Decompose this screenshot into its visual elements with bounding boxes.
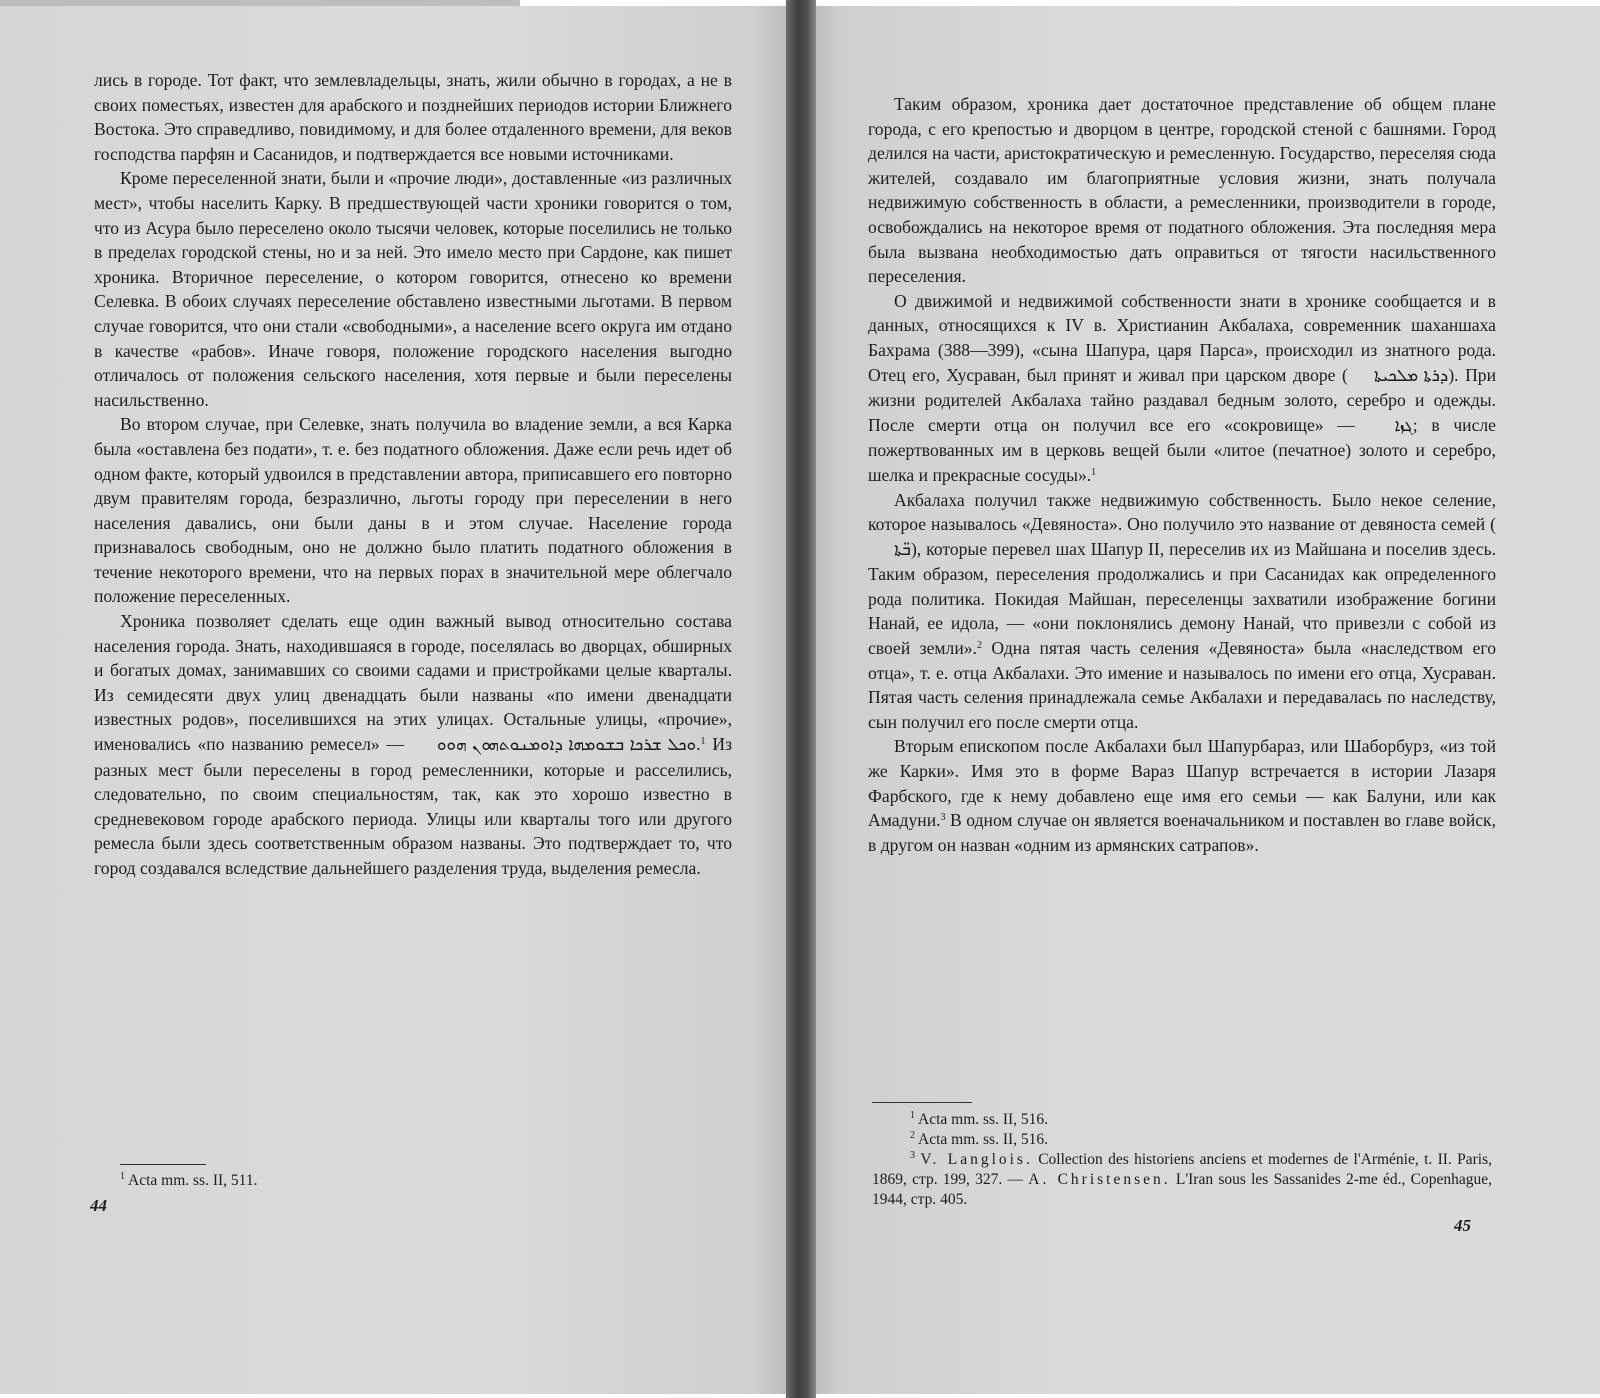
right-paragraph-4-part-b: В одном случае он является военачальником и поставлен во главе войск, в другом он назван «одним из армянских сатрапов». [868,810,1496,855]
page-number-left: 44 [90,1196,107,1215]
book-gutter [786,0,816,1398]
right-paragraph-4-part-a: Вторым епископом после Акбалахи был Шапурбараз, или Шаборбурз, «из той же Карки». Имя это в форме Вараз Шапур встречается в истории Лазаря Фарбского, где к нему добавлено еще имя его семьи — как Балуни, или как Амадуни. [868,736,1496,831]
footnote-text: Acta mm. ss. II, 516. [918,1131,1049,1148]
footnote [872,1150,1492,1210]
right-page [816,6,1600,1394]
right-paragraph-2-part-b: ). При жизни родителей Акбалаха тайно раздавал бедным золото, серебро и одежды. После смерти отца он получил все его «сокровище» — [868,364,1496,435]
footnote-ref-1[interactable]: 1 [700,736,706,748]
footnote-text: L'Iran sous les Sassanides 2-me éd., Copenhague, 1944, стр. 405. [872,1171,1493,1208]
right-paragraph-1: Таким образом, хроника дает достаточное представление об общем плане города, с его крепостью и дворцом в центре, городской стеной с башнями. Город делился на части, аристократическую и ремесленную. Государство, переселяя сюда жителей, создавало им благоприятные условия жизни, знать получала недвижимую собственность в области, а ремесленники, производители в городе, освобождались на некоторое время от податного обложения. Эта последняя мера была вызвана необходимостью дать оправиться от тягости насильственного переселения. [868,94,1496,287]
left-page [0,6,786,1394]
footnote-author: A. Christensen. [1028,1171,1171,1188]
left-paragraph-2: Кроме переселенной знати, были и «прочие люди», доставленные «из различных мест», чтобы населить Карку. В предшествующей части хроники говорится о том, что из Асура было переселено около тысячи человек, которые поселились не только в пределах городской стены, но и за ней. Это имело место при Сардоне, как пишет хроника. Вторичное переселение, о котором говорится, отнесено ко времени Селевка. В обоих случаях переселение обставлено известными льготами. В первом случае говорится, что они стали «свободными», а население всего округа им отдано в качестве «рабов». Иначе говоря, положение городского населения выгодно отличалось от положения сельского населения, хотя первые и были переселены насильственно. [94,168,732,410]
footnote-author: V. Langlois. [920,1151,1033,1168]
left-paragraph-1: лись в городе. Тот факт, что землевладельцы, знать, жили обычно в городах, а не в своих поместьях, известен для арабского и позднейших периодов истории Ближнего Востока. Это справедливо, повидимому, и для более отдаленного времени, для веков господства парфян и Сасанидов, и подтверждается все новыми источниками. [94,70,732,164]
footnote [872,1130,1492,1150]
left-body-text [94,68,732,881]
footnote [872,1110,1492,1130]
left-paragraph-4-tail: Из разных мест были переселены в город ремесленники, которые и расселились, следовательно, по своим специальностям, так, как это хорошо известно в средневековом городе арабского периода. Улицы или кварталы того или другого ремесла были здесь соответственным образом названы. Это подтверждает то, что город создавался вследствие дальнейшего разделения труда, выделения ремесла. [94,734,733,878]
left-paragraph-4-text: Хроника позволяет сделать еще один важный вывод относительно состава населения города. Знать, находившаяся в городе, поселялась во дворцах, обширных и богатых домах, занимавших со своими садами и пристройками целые кварталы. Из семидесяти двух улиц двенадцать были названы «по имени двенадцати известных родов», поселившихся на этих улицах. Остальные улицы, «прочие», именовались «по названию ремесел» — [94,611,732,755]
page-number-right: 45 [1454,1216,1471,1235]
right-paragraph-4 [868,734,1496,857]
right-paragraph-2 [868,289,1496,488]
right-paragraph-2-part-a: О движимой и недвижимой собственности знати в хронике сообщается и в данных, относящихся к IV в. Христианин Акбалаха, современник шаханшаха Бахрама (388—399), «сына Шапура, царя Парса», происходил из знатного рода. Отец его, Хусраван, был принят и живал при царском дворе ( [868,290,1496,385]
footnote [120,1171,620,1191]
syriac-term-families: ܒ̈ܬܐ [894,539,911,560]
syriac-term-treasure: ܓܙܐ [1394,415,1413,436]
footnote-marker: 1 [910,1110,915,1121]
left-footnotes [120,1171,620,1191]
footnote-marker: 1 [120,1171,125,1182]
footnote-text: Collection des historiens anciens et modernes de l'Arménie, t. II. Paris, 1869, стр. 199, 327. — [872,1151,1492,1188]
footnote-ref-2[interactable]: 2 [976,640,982,652]
right-paragraph-3-part-a: Акбалаха получил также недвижимую собственность. Было некое селение, которое называлось «Девяноста». Оно получило это название от девяноста семей ( [868,489,1496,535]
footnote-rule [872,1102,972,1103]
footnote-ref-3[interactable]: 3 [940,812,946,824]
left-paragraph-3: Во втором случае, при Селевке, знать получила во владение земли, а вся Карка была «оставлена без подати», т. е. без податного обложения. Даже если речь идет об одном факте, который удвоился в представлении автора, приписавшего его повторно двум правителям города, безразлично, льготы городу при переселении в него населения давались, они были даны в и этом случае. Население города признавалось свободным, оно не должно было платить податного обложения в течение некоторого времени, что на первых порах в значительной мере облегчало положение переселенных. [94,414,732,607]
footnote-marker: 3 [910,1150,915,1161]
footnote-text: Acta mm. ss. II, 511. [128,1172,258,1189]
footnote-text: Acta mm. ss. II, 516. [918,1111,1049,1128]
footnote-ref-1[interactable]: 1 [1091,466,1097,478]
footnote-marker: 2 [910,1130,915,1141]
left-paragraph-4: Хроника позволяет сделать еще один важный вывод относительно состава населения города. Знать, находившаяся в городе, поселялась во дворцах, обширных и богатых домах, занимавших со своими садами и пристройками целые кварталы. Из семидесяти двух улиц двенадцать были названы «по имени двенадцати известных родов», поселившихся на этих улицах. Остальные улицы, «прочие», именовались «по названию ремесел» — ܘܟܠ ܫܪܟܐ ܒܫܘܡܗܐ ܕܐܘܡܢܘܬܗܘܢ ܗܘܘ.$^1$ Из разных мест были переселены в город ремесленники, которые и расселились, следовательно, по своим специальностям, так, как это хорошо известно в средневековом городе арабского периода. Улицы или кварталы того или другого ремесла были здесь соответственным образом названы. Это подтверждает то, что город создавался вследствие дальнейшего разделения труда, выделения ремесла. [94,611,733,878]
right-paragraph-2-part-c: ; в числе пожертвованных им в церковь вещей были «литое (печатное) золото и серебро, шелка и прекрасные сосуды». [868,414,1496,485]
right-paragraph-3-part-b: ), которые перевел шах Шапур II, переселив их из Майшана и поселив здесь. Таким образом, переселения продолжались и при Сасанидах как определенного рода политика. Покидая Майшан, переселенцы захватили изображение богини Нанай, ее идола, — «они поклонялись демону Нанай, что привезли с собой из своей земли». [868,538,1496,659]
right-body-text [868,92,1496,857]
footnote-rule [120,1164,206,1165]
right-footnotes [872,1110,1492,1210]
right-paragraph-3 [868,488,1496,735]
syriac-phrase: ܘܟܠ ܫܪܟܐ ܒܫܘܡܗܐ ܕܐܘܡܢܘܬܗܘܢ ܗܘܘ [437,735,697,756]
right-paragraph-3-part-c: Одна пятая часть селения «Девяноста» была «наследством его отца», т. е. отца Акбалахи. Это имение и называлось по имени его отца, Хусраван. Пятая часть селения принадлежала семье Акбалахи и передавалась по наследству, сын получил его после смерти отца. [868,638,1496,732]
syriac-term-royal-court: ܕܪܬܐ ܡܠܟܝܬܐ [1373,365,1449,386]
